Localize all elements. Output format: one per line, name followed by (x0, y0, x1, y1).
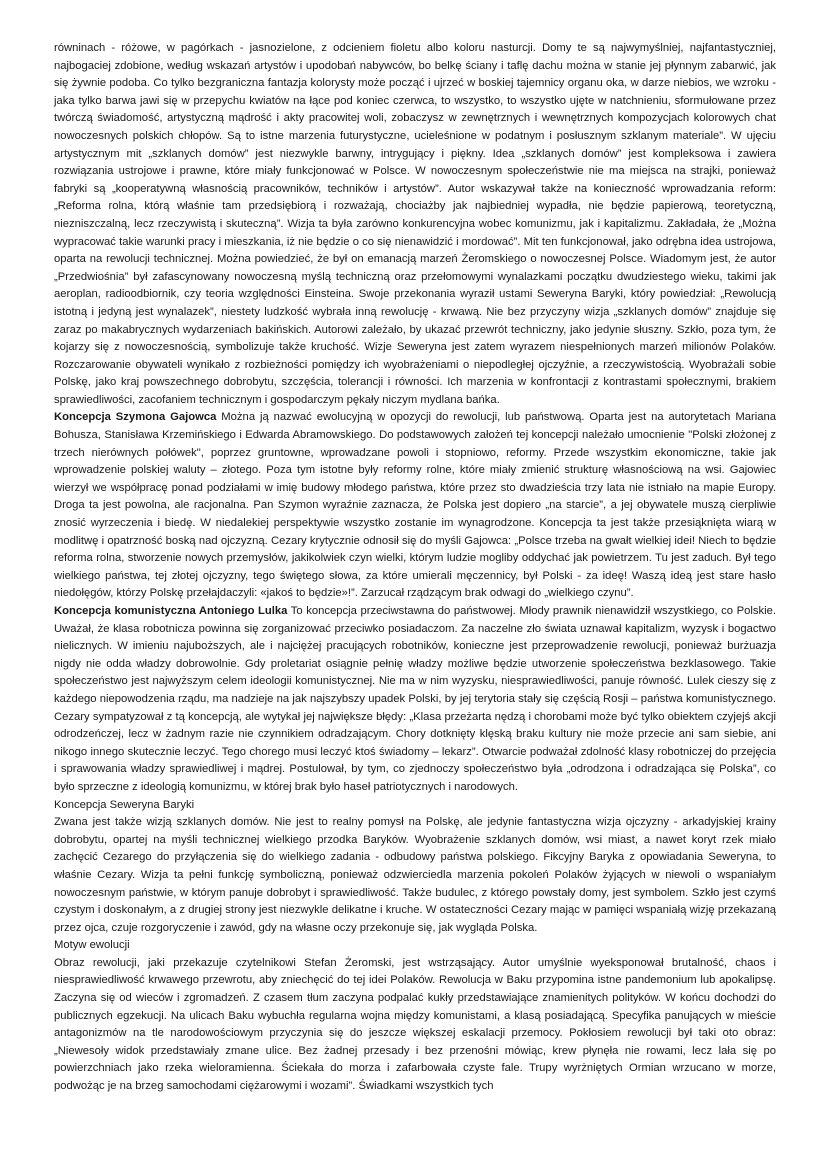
heading-text: Koncepcja Seweryna Baryki (54, 798, 195, 811)
paragraph-lulek-concept (54, 603, 776, 797)
paragraph-glass-houses-vision (54, 40, 776, 409)
paragraph-text: Zwana jest także wizją szklanych domów. Nie jest to realny pomysł na Polskę, ale jedynie fantastyczna wizja ojczyzny - arkadyjskiej krainy dobrobytu, opartej na myśli technicznej wielkiego przodka Baryków. Wyobrażenie szklanych domów, wsi miast, a nawet koryt rzek miało zachęcić Cezarego do przyłączenia się do wielkiego zadania - odbudowy państwa polskiego. Fikcyjny Baryka z opowiadania Seweryna, to właśnie Cezary. Wizja ta pełni funkcję symboliczną, ponieważ odzwierciedla marzenia pokoleń Polaków żyjących w niewoli o wspaniałym nowoczesnym państwie, w którym panuje dobrobyt i sprawiedliwość. Także budulec, z którego powstały domy, jest symbolem. Szkło jest czymś czystym i doskonałym, a z drugiej strony jest niezwykle delikatne i kruche. W ostateczności Cezary mając w pamięci wspaniałą wizję przekazaną przez ojca, czuje rozgoryczenie i zawód, gdy na własne oczy przekonuje się, jak wygląda Polska. (54, 816, 776, 934)
paragraph-baryka-concept (54, 814, 776, 937)
paragraph-gajowiec-concept (54, 409, 776, 603)
section-heading-baryka (54, 797, 776, 815)
section-heading-revolution-motif (54, 937, 776, 955)
section-heading-lulek: Koncepcja komunistyczna Antoniego Lulka (54, 605, 288, 617)
section-heading-gajowiec: Koncepcja Szymona Gajowca (54, 411, 217, 424)
heading-text: Motyw ewolucji (54, 939, 130, 952)
paragraph-text: To koncepcja przeciwstawna do państwowej. Młody prawnik nienawidził wszystkiego, co Polskie. Uważał, że klasa robotnicza powinna się zorganizować przeciwko posiadaczom. Za naczelne zło świata uznawał kapitalizm, wyzysk i bogactwo nielicznych. W imieniu najuboższych, ale i najciężej pracujących robotników, konieczne jest przeprowadzenie rewolucji, ponieważ burżuazja nigdy nie odda władzy dobrowolnie. Gdy proletariat osiągnie pełnię władzy możliwe będzie utworzenie społeczeństwa bezklasowego. Takie społeczeństwo jest najwyższym celem ideologii komunistycznej. Nie ma w nim wyzysku, niesprawiedliwości, panuje równość. Lulek cieszy się z każdego niepowodzenia rządu, ma nadzieje na jak najszybszy upadek Polski, by jej terytoria stały się częścią Rosji – państwa komunistycznego. Cezary sympatyzował z tą koncepcją, ale wytykał jej największe błędy: „Klasa przeżarta nędzą i chorobami może być tylko obiektem czyjejś akcji odrodzeńczej, lecz w żadnym razie nie czynnikiem odradzającym. Chory dotknięty klęską braku kultury nie może przecie ani sam siebie, ani nikogo innego skutecznie leczyć. Tego chorego musi leczyć ktoś świadomy – lekarz”. Otwarcie podważał zdolność klasy robotniczej do przejęcia i sprawowania władzy sprawiedliwej i mądrej. Postulował, by tym, co zjednoczy społeczeństwo była „odrodzona i odradzająca się Polska”, co było sprzeczne z ideologią komunizmu, w której brak było haseł patriotycznych i narodowych. (54, 605, 776, 793)
paragraph-text: równinach - różowe, w pagórkach - jasnozielone, z odcieniem fioletu albo koloru nasturcji. Domy te są najwymyślniej, najfantastyczniej, najbogaciej zdobione, według wskazań artystów i upodobań nabywców, bo belkę ściany i taflę dachu można w stanie jej płynnym zabarwić, jak się żywnie podoba. Co tylko bezgraniczna fantazja kolorysty może począć i ujrzeć w boskiej tajemnicy organu oka, w darze niebios, we wzroku - jaka tylko barwa jawi się w przepychu kwiatów na łące pod koniec czerwca, to wszystko, to wszystko ujęte w natchnieniu, sformułowane przez twórczą świadomość, artystyczną mądrość i akty pracowitej woli, zobaczysz w zewnętrznych i wewnętrznych kompozycjach kolorowych chat nowoczesnych polskich chłopów. Są to istne marzenia futurystyczne, ucieleśnione w podatnym i posłusznym szklanym materiale”. W ujęciu artystycznym mit „szklanych domów” jest niezwykle barwny, intrygujący i piękny. Idea „szklanych domów” jest kompleksowa i zawiera rozwiązania ustrojowe i prawne, które miały funkcjonować w Polsce. W nowoczesnym społeczeństwie nie ma miejsca na strajki, ponieważ fabryki są „kooperatywną własnością pracowników, techników i artystów”. Autor wskazywał także na konieczność wprowadzania reform: „Reforma rolna, którą właśnie tam przedsiębiorą i rozważają, chociażby jak najbiedniej wypadła, nie będzie papierową, teoretyczną, niezniszczalną, lecz rzeczywistą i skuteczną”. Wizja ta była zarówno konkurencyjna wobec komunizmu, jak i kapitalizmu. Zakładała, że „Można wypracować takie warunki pracy i mieszkania, iż nie będzie o co się nienawidzić i mordować”. Mit ten funkcjonował, jako odrębna idea ustrojowa, oparta na rewolucji technicznej. Można powiedzieć, że był on emanacją marzeń Żeromskiego o nowoczesnej Polsce. Wiadomym jest, że autor „Przedwiośnia” był zafascynowany nowoczesną myślą techniczną oraz przełomowymi wynalazkami początku dwudziestego wieku, takimi jak aeroplan, radioodbiornik, czy teoria względności Einsteina. Swoje przekonania wyraził ustami Seweryna Baryki, który powiedział: „Rewolucją istotną i jedyną jest wynalazek”, niestety ludzkość wybrała inną rewolucję - krwawą. Nie bez przyczyny wizja „szklanych domów” znajduje się zaraz po makabrycznych wydarzeniach bakińskich. Autorowi zależało, by ukazać przewrót techniczny, jako jedynie słuszny. Szkło, poza tym, że kojarzy się z nowoczesnością, symbolizuje także kruchość. Wizje Seweryna jest zatem wyrazem niespełnionych marzeń milionów Polaków. Rozczarowanie obywateli wynikało z rozbieżności pomiędzy ich wyobrażeniami o niepodległej ojczyźnie, a rzeczywistością. Wyobrażali sobie Polskę, jako kraj powszechnego dobrobytu, szczęścia, tolerancji i równości. Ich marzenia w konfrontacji z kontrastami społecznymi, brakiem sprawiedliwości, zacofaniem technicznym i gospodarczym pękały niczym mydlana bańka. (54, 42, 776, 406)
paragraph-text: Można ją nazwać ewolucyjną w opozycji do rewolucji, lub państwową. Oparta jest na autorytetach Mariana Bohusza, Stanisława Krzemińskiego i Edwarda Abramowskiego. Do podstawowych założeń tej koncepcji należało umocnienie "Polski złożonej z trzech nierównych połówek", poprzez gruntowne, wprowadzane powoli i stopniowo, reformy. Przede wszystkim ekonomiczne, takie jak wprowadzenie polskiej waluty – złotego. Poza tym istotne były reformy rolne, które miały zmienić strukturę własnościową na wsi. Gajowiec wierzył we współpracę ponad podziałami w imię budowy młodego państwa, które przez sto dwadzieścia trzy lata nie istniało na mapie Europy. Droga ta jest powolna, ale racjonalna. Pan Szymon wyraźnie zaznacza, że Polska jest dopiero „na starcie”, a jej obywatele muszą cierpliwie znosić wyrzeczenia i biedę. W niedalekiej perspektywie wszystko zostanie im wynagrodzone. Koncepcja ta jest także przesiąknięta wiarą w modlitwę i opatrzność boską nad ojczyzną. Cezary krytycznie odnosił się do myśli Gajowca: „Polsce trzeba na gwałt wielkiej idei! Niech to będzie reforma rolna, stworzenie nowych przemysłów, jakikolwiek czyn wielki, którym ludzie mogliby oddychać jak powietrzem. Tu jest zaduch. Był tego wielkiego państwa, tej złotej ojczyzny, tego świętego słowa, za które umierali męczennicy, był Polski - za ideę! Waszą ideą jest stare hasło niedołęgów, którzy Polskę przełajdaczyli: «jakoś to będzie»!”. Zarzucał rządzącym brak odwagi do „wielkiego czynu”. (54, 411, 776, 600)
paragraph-revolution-motif (54, 955, 776, 1096)
paragraph-text: Obraz rewolucji, jaki przekazuje czytelnikowi Stefan Żeromski, jest wstrząsający. Autor umyślnie wyeksponował brutalność, chaos i niesprawiedliwość krwawego przewrotu, aby zniechęcić do tej idei Polaków. Rewolucja w Baku przypomina istne pandemonium lub apokalipsę. Zaczyna się od wieców i zgromadzeń. Z czasem tłum zaczyna podpalać kukły przedstawiające znamienitych polityków. W końcu dochodzi do publicznych egzekucji. Na ulicach Baku wybuchła regularna wojna między komunistami, a klasą posiadającą. Specyfika panujących w mieście antagonizmów na tle narodowościowym przyczynia się do jeszcze większej eskalacji przemocy. Pokłosiem rewolucji był taki oto obraz: „Niewesoły widok przedstawiały zmane ulice. Bez żadnej przesady i bez przenośni mówiąc, krew płynęła nie rowami, lecz lała się po powierzchniach jako rzeka wieloramienna. Ściekała do morza i zafarbowała czyste fale. Trupy wyrżniętych Ormian wrzucano w morze, podwożąc je na brzeg samochodami ciężarowymi i wozami”. Świadkami wszystkich tych (54, 956, 776, 1093)
